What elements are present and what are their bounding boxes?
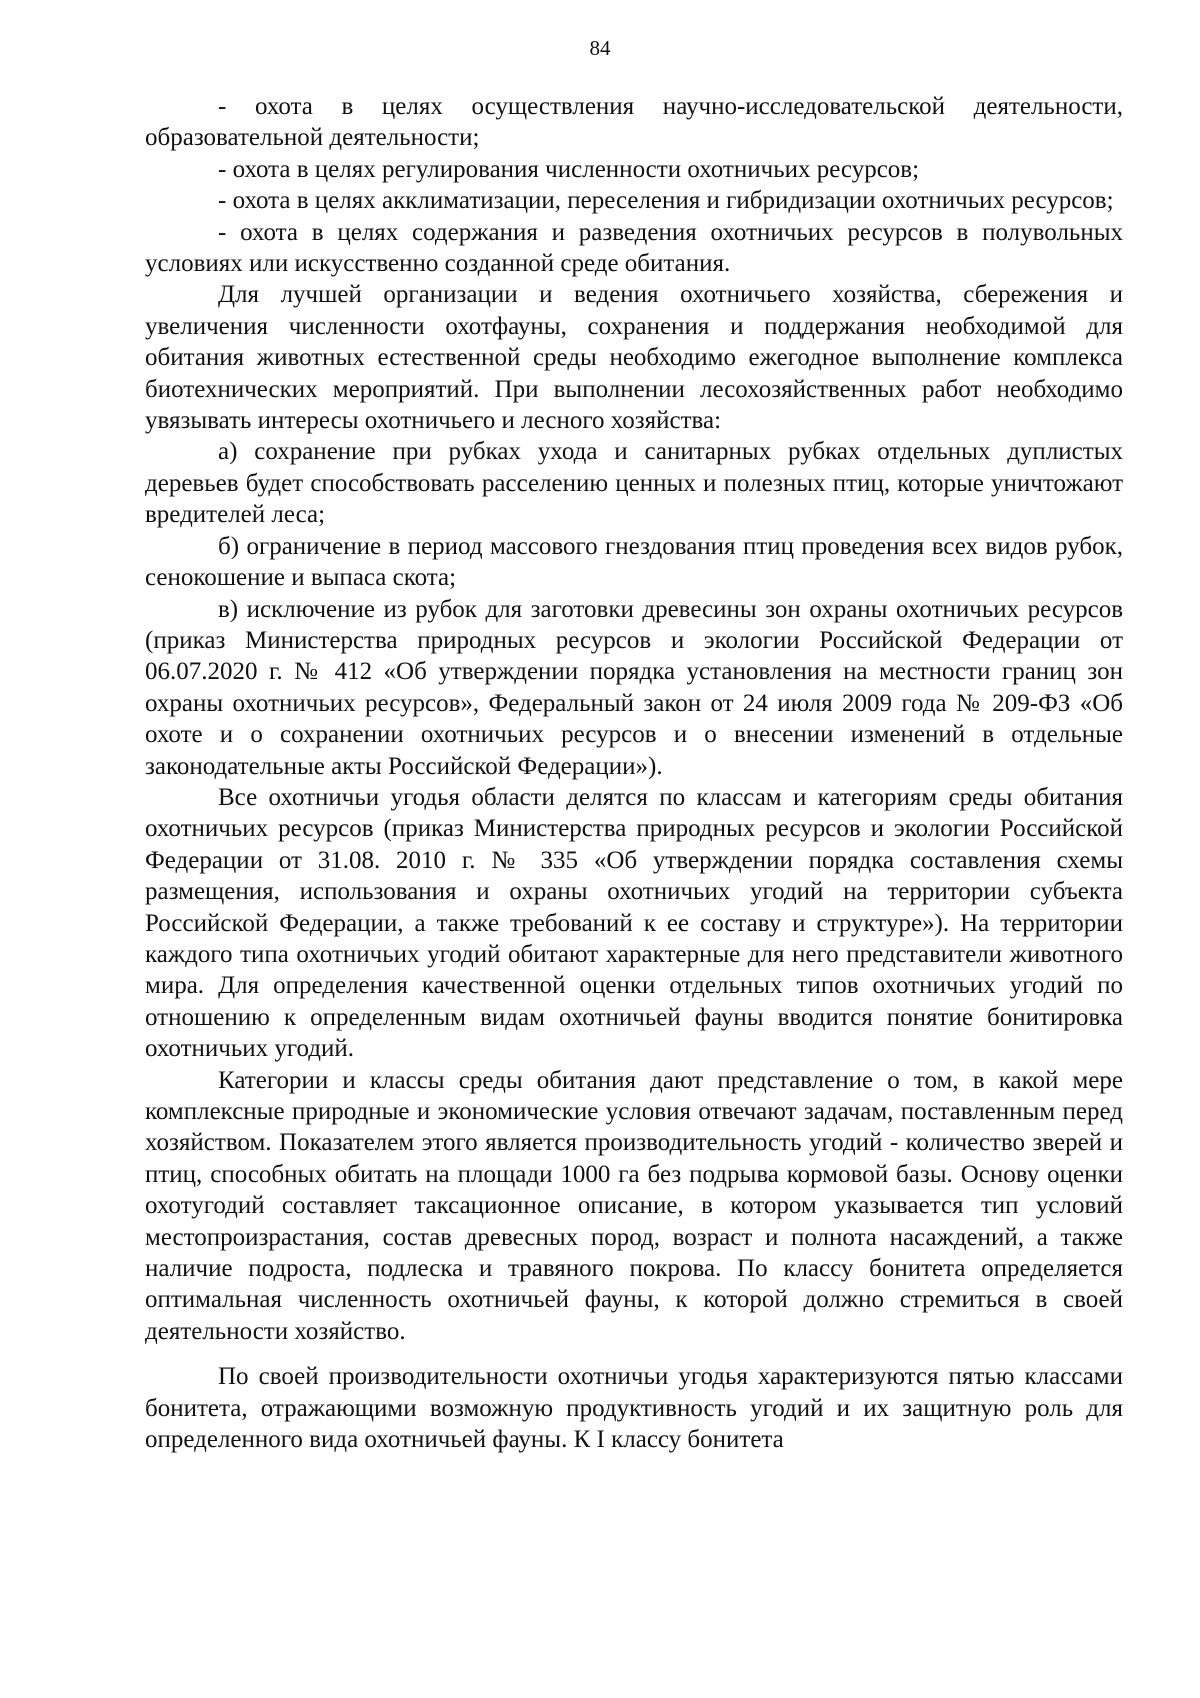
paragraph-hunting-regulation: - охота в целях регулирования численности охотничьих ресурсов; xyxy=(218,155,920,183)
paragraph-hunting-acclimatization: - охота в целях акклиматизации, переселения и гибридизации охотничьих ресурсов; xyxy=(218,187,1114,215)
paragraph-hunting-research: - охота в целях осуществления научно-исследовательской деятельности, образовательной деятельности; xyxy=(145,93,1123,152)
paragraph-categories-classes: Категории и классы среды обитания дают представление о том, в какой мере комплексные природные и экономические условия отвечают задачам, поставленным перед хозяйством. Показателем этого является производительность угодий - количество зверей и птиц, способных обитать на площади 1000 га без подрыва кормовой базы. Основу оценки охотугодий составляет таксационное описание, в котором указывается тип условий местопроизрастания, состав древесных пород, возраст и полнота насаждений, а также наличие подроста, подлеска и травяного покрова. По классу бонитета определяется оптимальная численность охотничьей фауны, к которой должно стремиться в своей деятельности хозяйство. xyxy=(145,1066,1123,1345)
paragraph-item-b: б) ограничение в период массового гнездования птиц проведения всех видов рубок, сенокошение и выпаса скота; xyxy=(145,532,1123,592)
page-number: 84 xyxy=(589,36,611,60)
paragraph-productivity: По своей производительности охотничьи угодья характеризуются пятью классами бонитета, отражающими возможную продуктивность угодий и их защитную роль для определенного вида охотничьей фауны. К I классу бонитета xyxy=(145,1363,1123,1454)
paragraph-land-classes: Все охотничьи угодья области делятся по классам и категориям среды обитания охотничьих ресурсов (приказ Министерства природных ресурсов и экологии Российской Федерации от 31.08. 2010 г. № 335 «Об утверждении порядка составления схемы размещения, использования и охраны охотничьих угодий на территории субъекта Российской Федерации, а также требований к ее составу и структуре»). На территории каждого типа охотничьих угодий обитают характерные для него представители животного мира. Для определения качественной оценки отдельных типов охотничьих угодий по отношению к определенным видам охотничьей фауны вводится понятие бонитировка охотничьих угодий. xyxy=(145,783,1123,1063)
paragraph-item-c: в) исключение из рубок для заготовки древесины зон охраны охотничьих ресурсов (приказ Министерства природных ресурсов и экологии Российской Федерации от 06.07.2020 г. № 412 «Об утверждении порядка установления на местности границ зон охраны охотничьих ресурсов», Федеральный закон от 24 июля 2009 года № 209-ФЗ «Об охоте и о сохранении охотничьих ресурсов и о внесении изменений в отдельные законодательные акты Российской Федерации»). xyxy=(145,595,1123,780)
document-body xyxy=(145,91,1123,1455)
paragraph-hunting-breeding: - охота в целях содержания и разведения охотничьих ресурсов в полувольных условиях или искусственно созданной среде обитания. xyxy=(145,218,1123,278)
paragraph-item-a: а) сохранение при рубках ухода и санитарных рубках отдельных дуплистых деревьев будет способствовать расселению ценных и полезных птиц, которые уничтожают вредителей леса; xyxy=(145,438,1123,529)
paragraph-biotechnical-measures: Для лучшей организации и ведения охотничьего хозяйства, сбережения и увеличения численности охотфауны, сохранения и поддержания необходимой для обитания животных естественной среды необходимо ежегодное выполнение комплекса биотехнических мероприятий. При выполнении лесохозяйственных работ необходимо увязывать интересы охотничьего и лесного хозяйства: xyxy=(145,281,1123,435)
